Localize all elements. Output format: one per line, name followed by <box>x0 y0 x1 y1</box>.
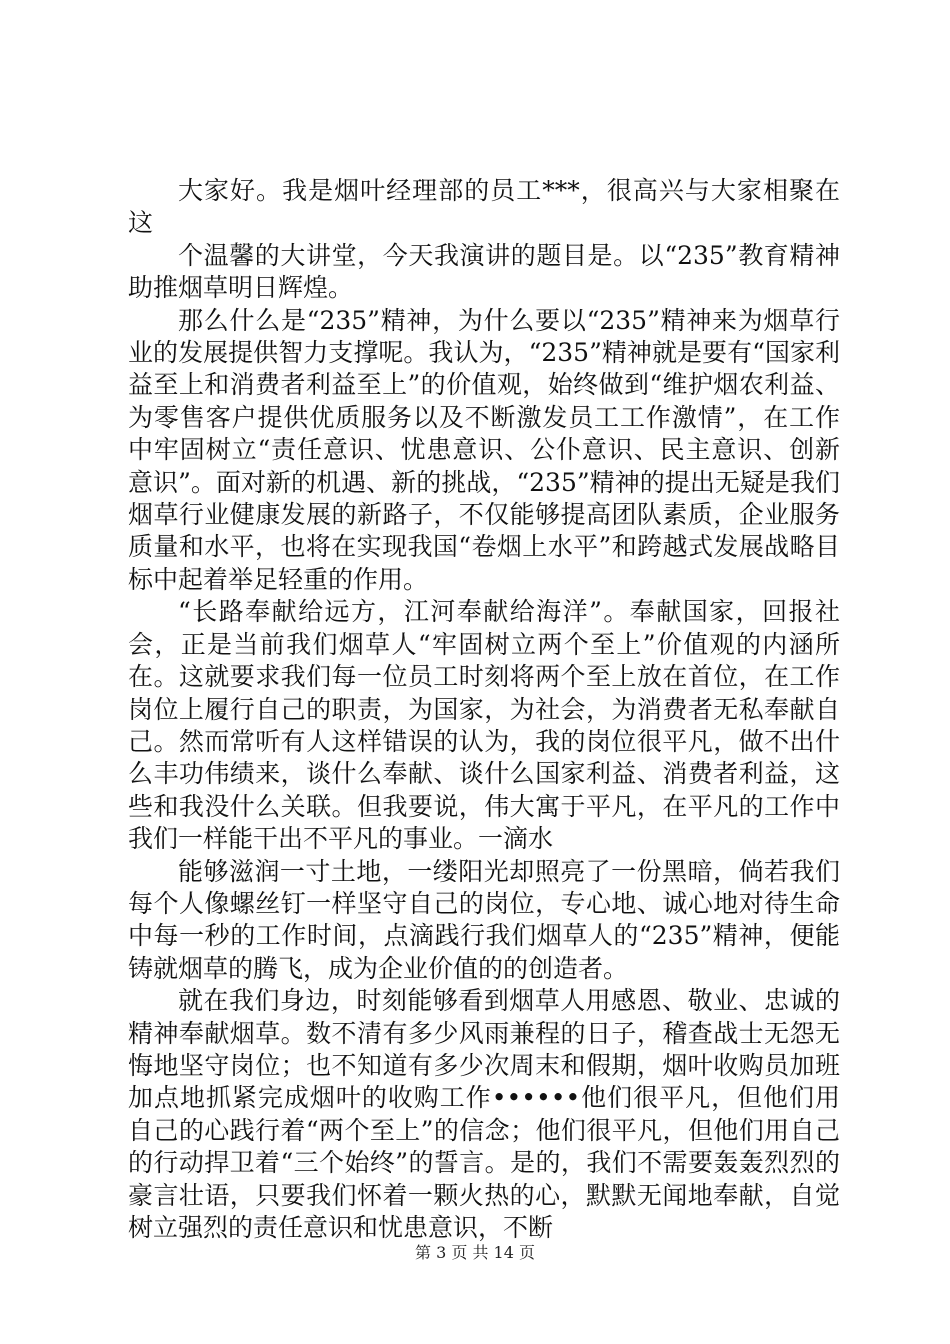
paragraph: “长路奉献给远方，江河奉献给海洋”。奉献国家，回报社会，正是当前我们烟草人“牢固树立两个至上”价值观的内涵所在。这就要求我们每一位员工时刻将两个至上放在首位，在工作岗位上履行自己的职责，为国家，为社会，为消费者无私奉献自己。然而常听有人这样错误的认为，我的岗位很平凡，做不出什么丰功伟绩来，谈什么奉献、谈什么国家利益、消费者利益，这些和我没什么关联。但我要说，伟大寓于平凡，在平凡的工作中我们一样能干出不平凡的事业。一滴水 <box>128 597 840 854</box>
paragraph: 能够滋润一寸土地，一缕阳光却照亮了一份黑暗，倘若我们每个人像螺丝钉一样坚守自己的岗位，专心地、诚心地对待生命中每一秒的工作时间，点滴践行我们烟草人的“235”精神，便能铸就烟草的腾飞，成为企业价值的的创造者。 <box>128 856 840 983</box>
paragraph: 就在我们身边，时刻能够看到烟草人用感恩、敬业、忠诚的精神奉献烟草。数不清有多少风雨兼程的日子，稽查战士无怨无悔地坚守岗位；也不知道有多少次周末和假期，烟叶收购员加班加点地抓紧完成烟叶的收购工作••••••他们很平凡，但他们用自己的心践行着“两个至上”的信念；他们很平凡，但他们用自己的行动捍卫着“三个始终”的誓言。是的，我们不需要轰轰烈烈的豪言壮语，只要我们怀着一颗火热的心，默默无闻地奉献，自觉树立强烈的责任意识和忧患意识，不断 <box>128 986 840 1242</box>
paragraph: 大家好。我是烟叶经理部的员工***，很高兴与大家相聚在这 <box>128 176 840 238</box>
document-body <box>128 175 840 1244</box>
paragraph: 个温馨的大讲堂，今天我演讲的题目是。以“235”教育精神助推烟草明日辉煌。 <box>128 240 840 303</box>
page-number-footer: 第 3 页 共 14 页 <box>415 1243 535 1262</box>
paragraph: 那么什么是“235”精神，为什么要以“235”精神来为烟草行业的发展提供智力支撑呢。我认为，“235”精神就是要有“国家利益至上和消费者利益至上”的价值观，始终做到“维护烟农利益、为零售客户提供优质服务以及不断激发员工工作激情”，在工作中牢固树立“责任意识、忧患意识、公仆意识、民主意识、创新意识”。面对新的机遇、新的挑战，“235”精神的提出无疑是我们烟草行业健康发展的新路子，不仅能够提高团队素质，企业服务质量和水平，也将在实现我国“卷烟上水平”和跨越式发展战略目标中起着举足轻重的作用。 <box>128 305 840 594</box>
